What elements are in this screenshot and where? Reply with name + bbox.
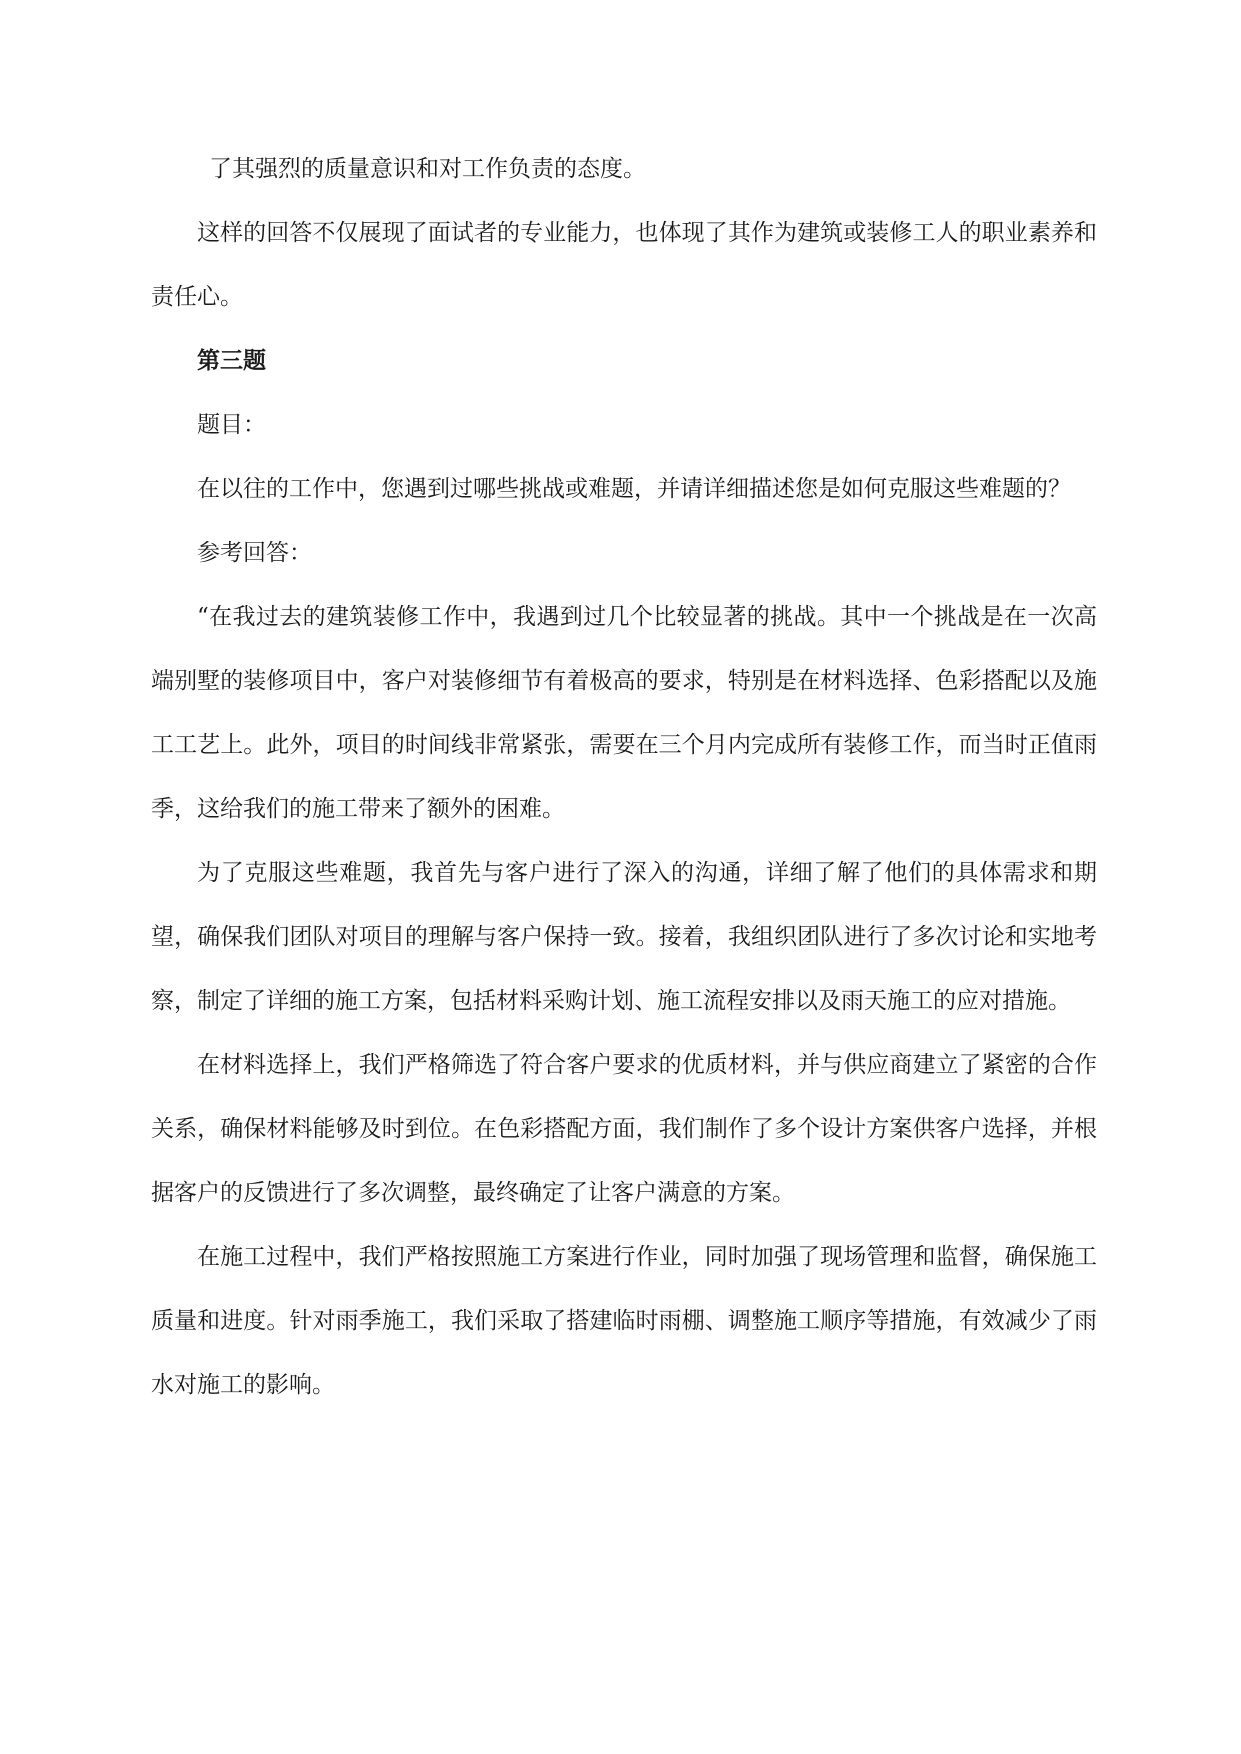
document-body — [151, 137, 1097, 1417]
answer-paragraph-3: 在材料选择上，我们严格筛选了符合客户要求的优质材料，并与供应商建立了紧密的合作关系，确保材料能够及时到位。在色彩搭配方面，我们制作了多个设计方案供客户选择，并根据客户的反馈进行了多次调整，最终确定了让客户满意的方案。 — [151, 1052, 1097, 1206]
answer-paragraph-4: 在施工过程中，我们严格按照施工方案进行作业，同时加强了现场管理和监督，确保施工质量和进度。针对雨季施工，我们采取了搭建临时雨棚、调整施工顺序等措施，有效减少了雨水对施工的影响。 — [151, 1244, 1097, 1398]
answer-label: 参考回答： — [197, 540, 312, 566]
question-text: 在以往的工作中，您遇到过哪些挑战或难题，并请详细描述您是如何克服这些难题的？ — [197, 476, 1071, 502]
paragraph-summary: 这样的回答不仅展现了面试者的专业能力，也体现了其作为建筑或装修工人的职业素养和责任心。 — [151, 220, 1097, 310]
answer-paragraph-1: “在我过去的建筑装修工作中，我遇到过几个比较显著的挑战。其中一个挑战是在一次高端别墅的装修项目中，客户对装修细节有着极高的要求，特别是在材料选择、色彩搭配以及施工工艺上。此外，项目的时间线非常紧张，需要在三个月内完成所有装修工作，而当时正值雨季，这给我们的施工带来了额外的困难。 — [151, 604, 1097, 822]
question-heading: 第三题 — [197, 347, 266, 374]
paragraph-continuation: 了其强烈的质量意识和对工作负责的态度。 — [209, 156, 646, 182]
answer-paragraph-2: 为了克服这些难题，我首先与客户进行了深入的沟通，详细了解了他们的具体需求和期望，确保我们团队对项目的理解与客户保持一致。接着，我组织团队进行了多次讨论和实地考察，制定了详细的施工方案，包括材料采购计划、施工流程安排以及雨天施工的应对措施。 — [151, 860, 1097, 1014]
question-label: 题目： — [197, 412, 266, 438]
